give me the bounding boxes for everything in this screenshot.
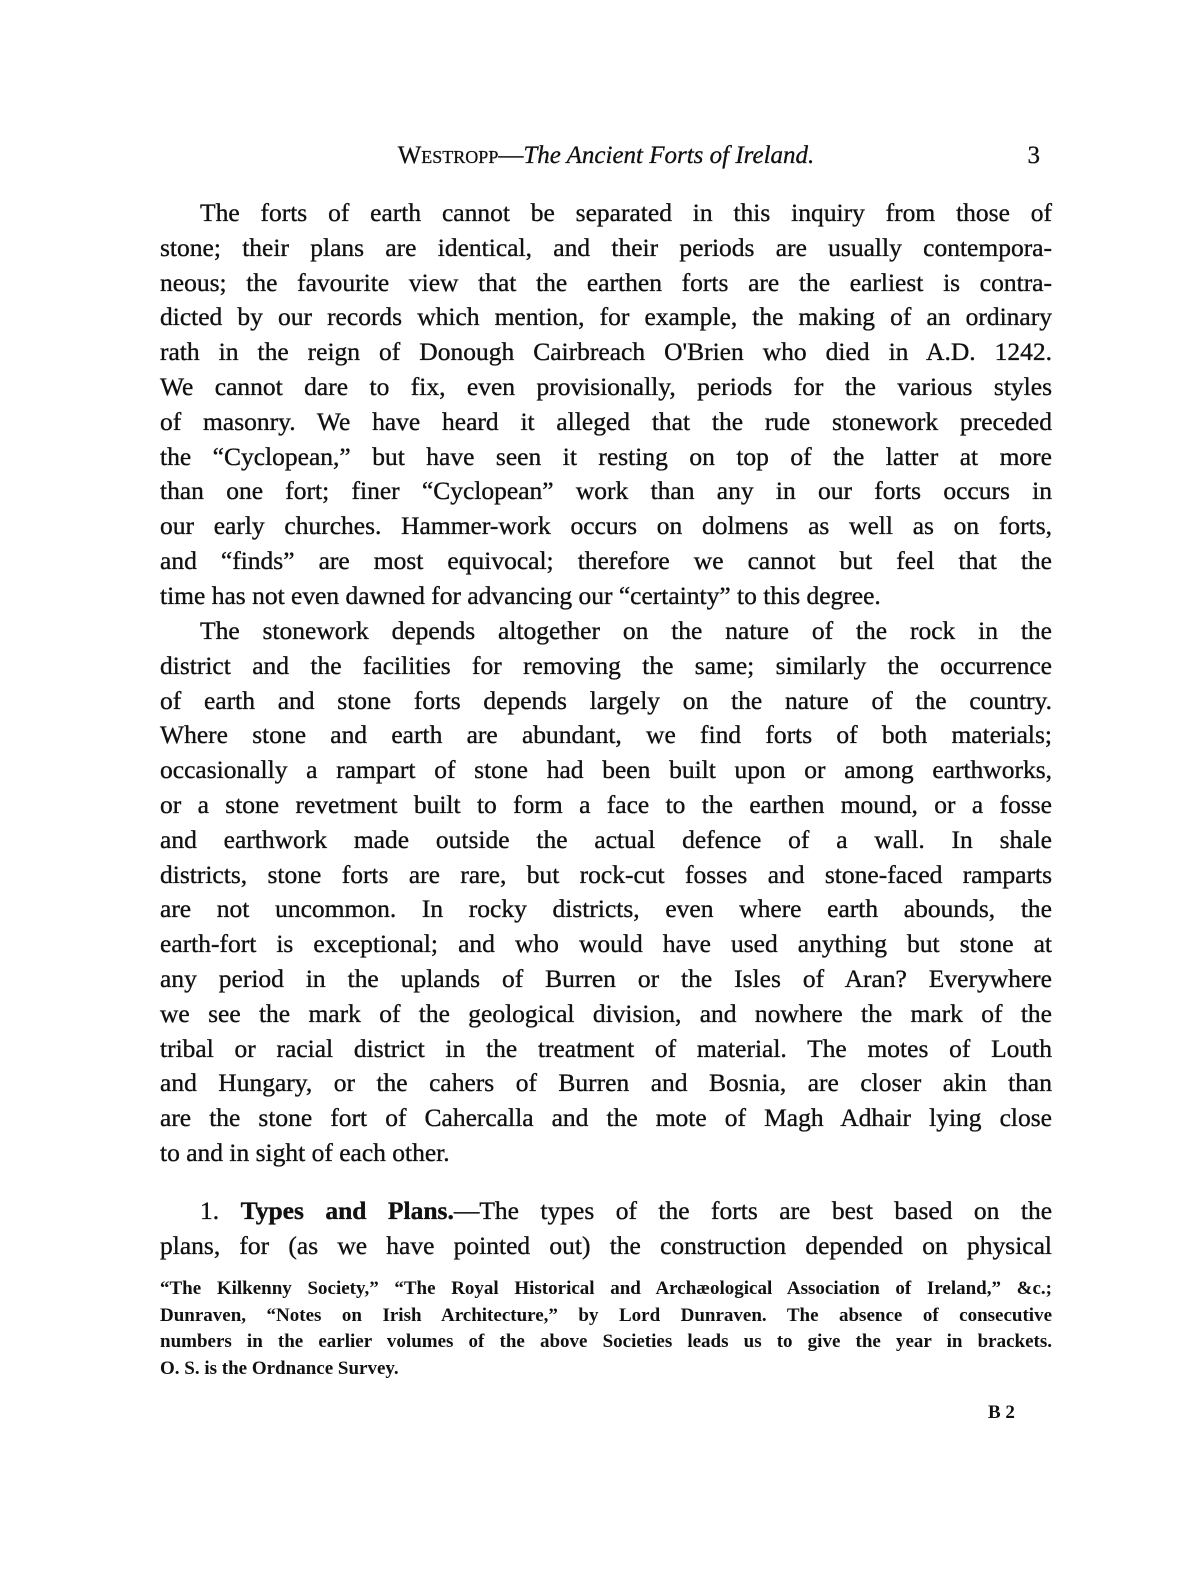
signature-mark: B 2	[988, 1402, 1015, 1423]
text-line: time has not even dawned for advancing our “certainty” to this degree.	[160, 580, 881, 610]
text-line: “The Kilkenny Society,” “The Royal Historical and Archæological Association of Ireland,” &c.;	[160, 1278, 1052, 1299]
text-line: neous; the favourite view that the earthen forts are the earliest is contra-	[160, 267, 1052, 297]
text-line: are the stone fort of Cahercalla and the mote of Magh Adhair lying close	[160, 1103, 1052, 1133]
text-line: of earth and stone forts depends largely on the nature of the country.	[160, 685, 1052, 715]
text-line: to and in sight of each other.	[160, 1137, 450, 1167]
text-line: we see the mark of the geological division, and nowhere the mark of the	[160, 998, 1052, 1028]
text-line: The stonework depends altogether on the nature of the rock in the	[200, 616, 1052, 645]
text-line: and “finds” are most equivocal; therefore we cannot but feel that the	[160, 545, 1052, 575]
paragraph-2	[160, 614, 1052, 1171]
separator: —	[498, 142, 524, 169]
footnote	[160, 1276, 1052, 1382]
running-title	[160, 142, 1052, 170]
paragraph-1	[160, 196, 1052, 614]
text-line: than one fort; finer “Cyclopean” work than any in our forts occurs in	[160, 476, 1052, 506]
book-title: The Ancient Forts of Ireland.	[523, 142, 815, 169]
page-number: 3	[1027, 142, 1040, 169]
section-line: plans, for (as we have pointed out) the construction depended on physical	[160, 1230, 1052, 1260]
section-text: —The types of the forts are best based on the	[453, 1196, 1053, 1225]
text-line: Where stone and earth are abundant, we find forts of both materials;	[160, 720, 1052, 750]
text-line: the “Cyclopean,” but have seen it resting on top of the latter at more	[160, 441, 1052, 471]
author: Westropp	[397, 142, 499, 169]
text-line: O. S. is the Ordnance Survey.	[160, 1357, 399, 1379]
text-line: The forts of earth cannot be separated in this inquiry from those of	[200, 198, 1052, 227]
text-line: are not uncommon. In rocky districts, even where earth abounds, the	[160, 894, 1052, 924]
section-types-and-plans	[160, 1194, 1052, 1264]
text-line: rath in the reign of Donough Cairbreach O'Brien who died in A.D. 1242.	[160, 337, 1052, 367]
text-line: We cannot dare to fix, even provisionally, periods for the various styles	[160, 371, 1052, 401]
section-number: 1.	[200, 1196, 220, 1225]
text-line: stone; their plans are identical, and their periods are usually contempora-	[160, 232, 1052, 262]
text-line: dicted by our records which mention, for example, the making of an ordinary	[160, 302, 1052, 332]
text-line: our early churches. Hammer-work occurs on dolmens as well as on forts,	[160, 511, 1052, 541]
text-line: of masonry. We have heard it alleged that the rude stonework preceded	[160, 406, 1052, 436]
text-line: tribal or racial district in the treatment of material. The motes of Louth	[160, 1033, 1052, 1063]
section-line	[160, 1194, 1052, 1229]
text-line: or a stone revetment built to form a face to the earthen mound, or a fosse	[160, 789, 1052, 819]
text-line: earth-fort is exceptional; and who would have used anything but stone at	[160, 929, 1052, 959]
text-line: and earthwork made outside the actual defence of a wall. In shale	[160, 824, 1052, 854]
text-line: and Hungary, or the cahers of Burren and Bosnia, are closer akin than	[160, 1068, 1052, 1098]
text-line: numbers in the earlier volumes of the above Societies leads us to give the year in brackets.	[160, 1331, 1052, 1352]
section-heading: Types and Plans.	[240, 1196, 454, 1225]
text-line: occasionally a rampart of stone had been built upon or among earthworks,	[160, 755, 1052, 785]
running-header	[160, 142, 1052, 176]
text-line: Dunraven, “Notes on Irish Architecture,” by Lord Dunraven. The absence of consecutive	[160, 1304, 1052, 1326]
text-line: any period in the uplands of Burren or the Isles of Aran? Everywhere	[160, 963, 1052, 993]
text-line: district and the facilities for removing the same; similarly the occurrence	[160, 650, 1052, 680]
text-line: districts, stone forts are rare, but rock-cut fosses and stone-faced ramparts	[160, 859, 1052, 889]
